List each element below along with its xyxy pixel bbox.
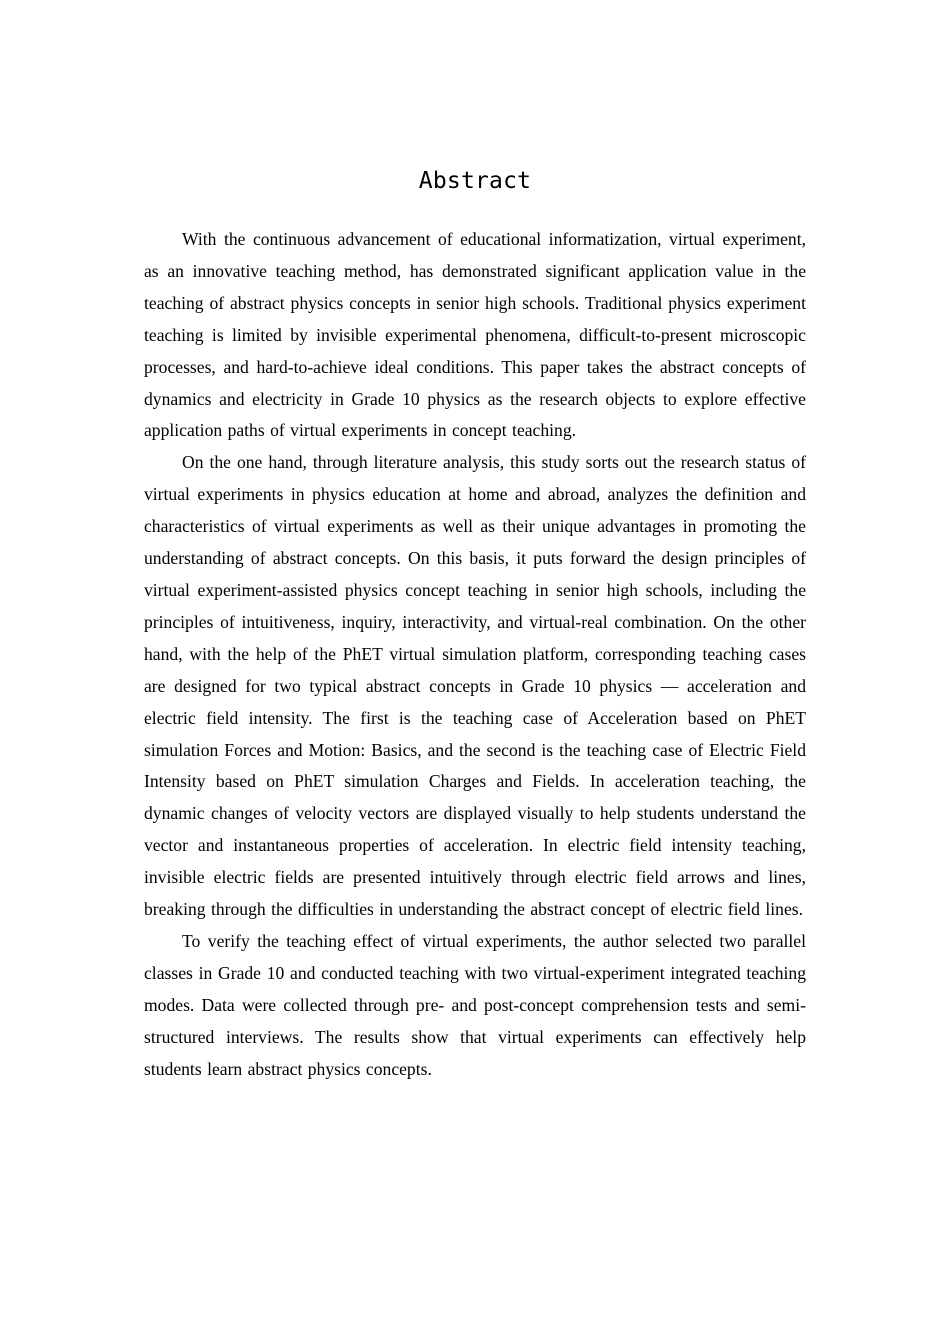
abstract-paragraph-3: To verify the teaching effect of virtual experiments, the author selected two parallel classes in Grade 10 and conducted teaching with two virtual-experiment integrated teaching modes. Data were collected through pre- and post-concept comprehension tests and semi-structured interviews. The results show that virtual experiments can effectively help students learn abstract physics concepts. [144,930,806,1079]
abstract-paragraph-1: With the continuous advancement of educational informatization, virtual experiment, as an innovative teaching method, has demonstrated significant application value in the teaching of abstract physics concepts in senior high schools. Traditional physics experiment teaching is limited by invisible experimental phenomena, difficult-to-present microscopic processes, and hard-to-achieve ideal conditions. This paper takes the abstract concepts of dynamics and electricity in Grade 10 physics as the research objects to explore effective application paths of virtual experiments in concept teaching. [144,229,806,441]
abstract-title: Abstract [418,168,532,194]
abstract-paragraph-2: On the one hand, through literature analysis, this study sorts out the research status of virtual experiments in physics education at home and abroad, analyzes the definition and characteristics of virtual experiments as well as their unique advantages in promoting the understanding of abstract concepts. On this basis, it puts forward the design principles of virtual experiment-assisted physics concept teaching in senior high schools, including the principles of intuitiveness, inquiry, interactivity, and virtual-real combination. On the other hand, with the help of the PhET virtual simulation platform, corresponding teaching cases are designed for two typical abstract concepts in Grade 10 physics — acceleration and electric field intensity. The first is the teaching case of Acceleration based on PhET simulation Forces and Motion: Basics, and the second is the teaching case of Electric Field Intensity based on PhET simulation Charges and Fields. In acceleration teaching, the dynamic changes of velocity vectors are displayed visually to help students understand the vector and instantaneous properties of acceleration. In electric field intensity teaching, invisible electric fields are presented intuitively through electric field arrows and lines, breaking through the difficulties in understanding the abstract concept of electric field lines. [144,452,806,920]
abstract-body [144,224,806,1085]
